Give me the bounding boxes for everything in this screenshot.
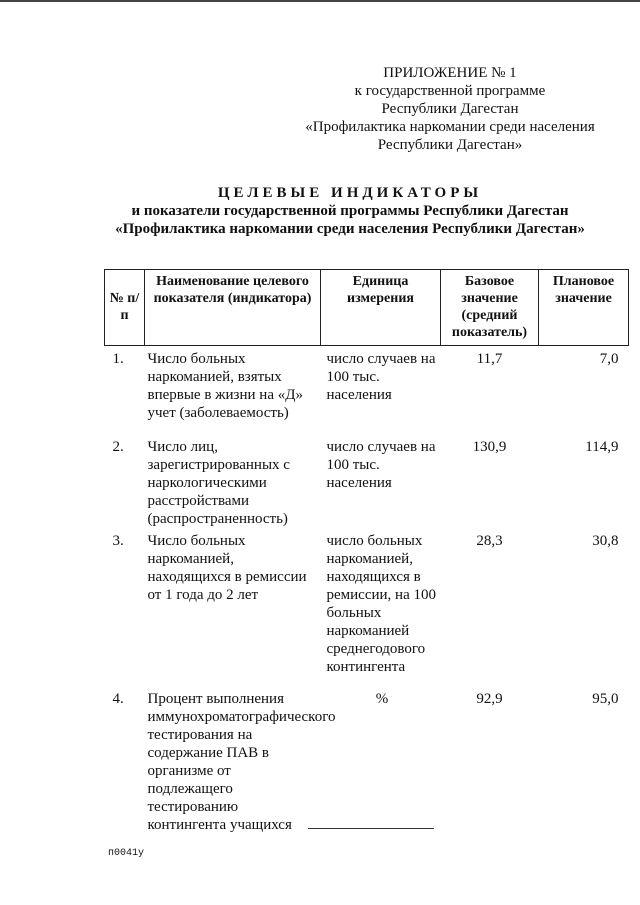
- row-unit: число случаев на 100 тыс. населения: [326, 438, 436, 491]
- row-num: 3.: [112, 532, 124, 549]
- heading-program-name: «Профилактика наркомании среди населения Республики Дагестан»: [115, 221, 585, 237]
- indicators-table: [104, 269, 629, 834]
- appendix-line: к государственной программе: [354, 83, 546, 99]
- heading-subtitle: и показатели государственной программы Республики Дагестан: [131, 203, 569, 219]
- row-unit: число случаев на 100 тыс. населения: [326, 351, 436, 403]
- table-header-row: [105, 270, 629, 346]
- row-plan: 114,9: [585, 438, 619, 455]
- row-base: 92,9: [476, 690, 503, 707]
- row-plan: 30,8: [592, 532, 619, 549]
- row-plan: 7,0: [599, 351, 619, 367]
- appendix-line: Республики Дагестан: [381, 101, 519, 117]
- row-name: Число лиц, зарегистрированных с наркологическими расстройствами (распространенность): [147, 438, 290, 527]
- header-plan: Плановое значение: [539, 270, 629, 346]
- header-name: Наименование целевого показателя (индикатора): [145, 270, 321, 346]
- table-row: [105, 686, 629, 834]
- row-unit: число больных наркоманией, находящихся в ремиссии, на 100 больных наркоманией среднегодового контингента: [326, 532, 436, 675]
- table-row: [105, 346, 629, 434]
- row-num: 4.: [112, 690, 124, 707]
- document-code: п0041у: [108, 848, 145, 859]
- row-unit: %: [375, 690, 389, 707]
- row-name: Процент выполнения иммунохроматографического тестирования на содержание ПАВ в организме от подлежащего тестированию контингента учащихся: [147, 690, 336, 833]
- row-name: Число больных наркоманией, взятых впервые в жизни на «Д» учет (заболеваемость): [147, 351, 303, 421]
- row-num: 2.: [112, 438, 124, 455]
- table-row: [105, 434, 629, 528]
- row-base: 130,9: [472, 438, 507, 455]
- row-plan: 95,0: [592, 690, 619, 707]
- document-heading: [60, 184, 640, 238]
- header-unit: Единица измерения: [321, 270, 441, 346]
- appendix-line: Республики Дагестан»: [377, 137, 523, 153]
- closing-rule: [308, 828, 434, 829]
- header-num: № п/п: [105, 270, 145, 346]
- appendix-line: «Профилактика наркомании среди населения: [305, 119, 595, 135]
- header-base: Базовое значение (средний показатель): [441, 270, 539, 346]
- appendix-title: ПРИЛОЖЕНИЕ № 1: [383, 65, 517, 81]
- appendix-block: [290, 64, 610, 154]
- top-border-line: [0, 0, 640, 2]
- heading-title: ЦЕЛЕВЫЕ ИНДИКАТОРЫ: [217, 185, 483, 201]
- table-row: [105, 528, 629, 686]
- row-name: Число больных наркоманией, находящихся в ремиссии от 1 года до 2 лет: [147, 532, 307, 603]
- row-base: 11,7: [476, 351, 503, 367]
- row-num: 1.: [112, 351, 124, 367]
- row-base: 28,3: [476, 532, 503, 549]
